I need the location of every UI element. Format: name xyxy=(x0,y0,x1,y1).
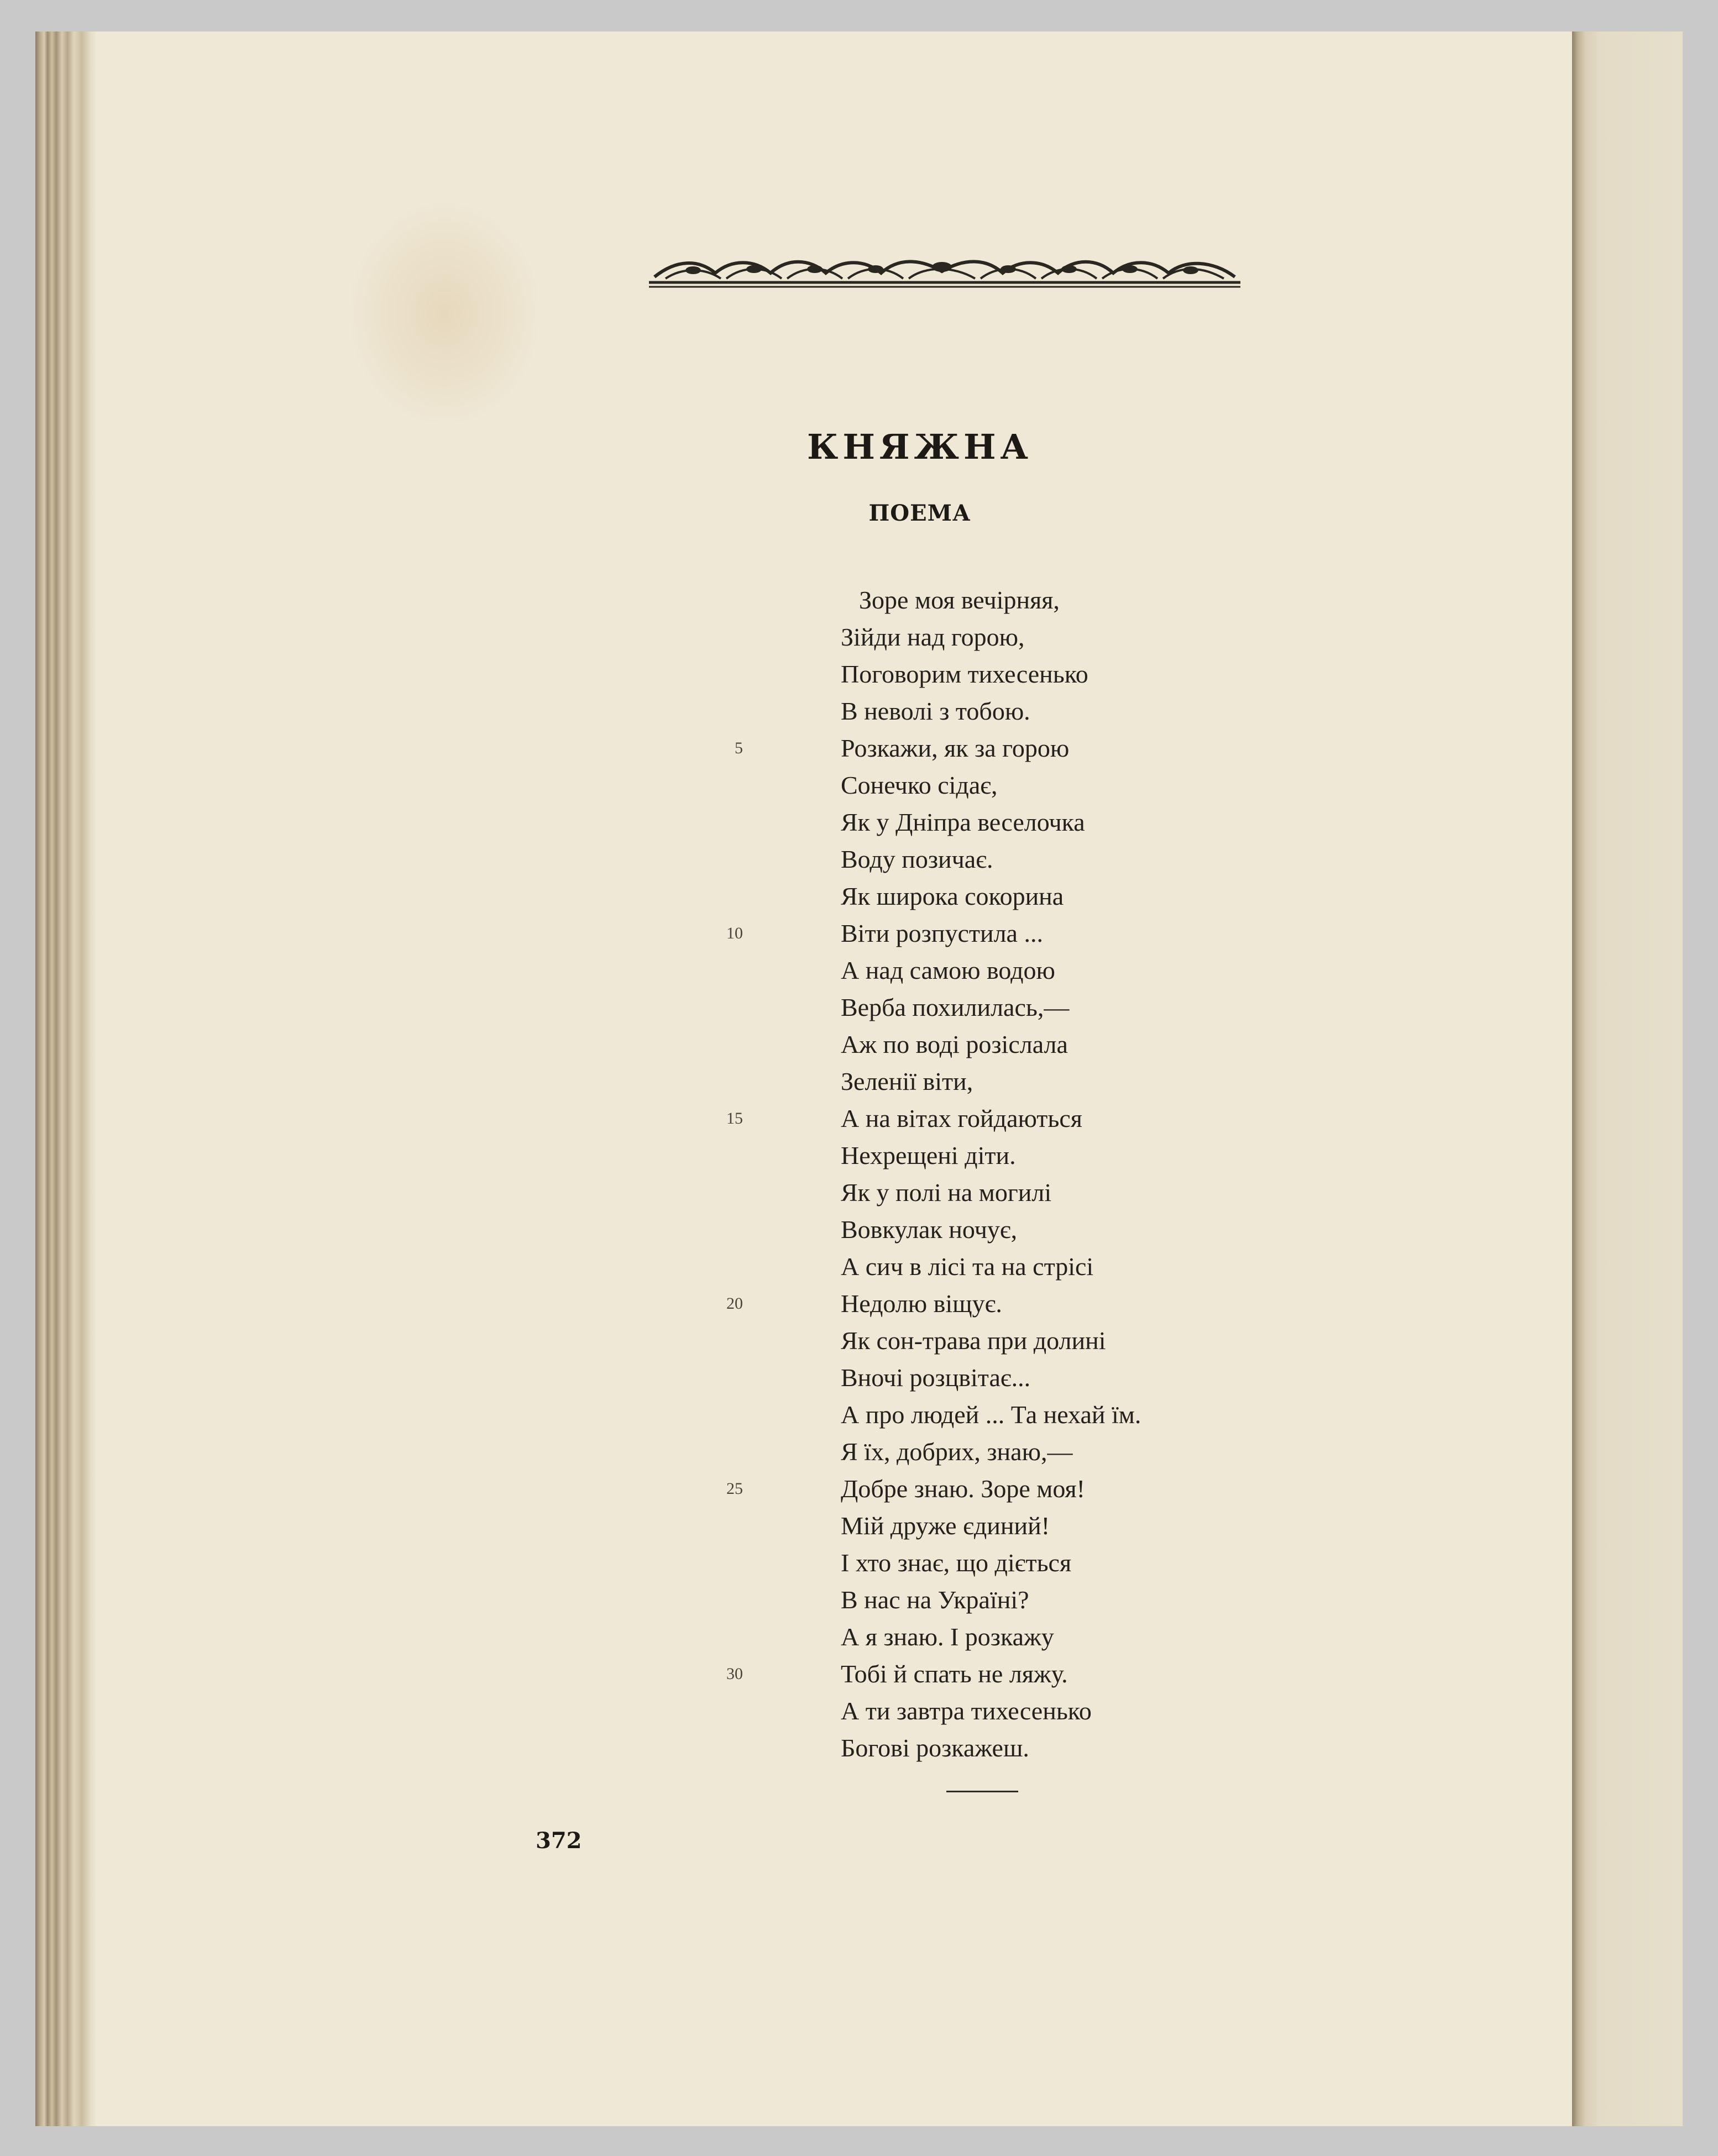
line-text: В неволі з тобою. xyxy=(841,697,1030,725)
line-text: Зоре моя вечірняя, xyxy=(859,586,1060,614)
line-text: Тобі й спать не ляжу. xyxy=(841,1660,1068,1688)
line-text: А про людей ... Та нехай їм. xyxy=(841,1400,1141,1429)
line-text: Розкажи, як за горою xyxy=(841,734,1070,762)
line-text: В нас на Україні? xyxy=(841,1586,1029,1614)
line-text: Воду позичає. xyxy=(841,845,993,873)
book-scan xyxy=(35,32,1683,2126)
poem-line xyxy=(754,1544,1307,1581)
line-number: 5 xyxy=(735,739,743,757)
line-number: 25 xyxy=(726,1480,743,1498)
line-number: 30 xyxy=(726,1665,743,1683)
line-text: Нехрещені діти. xyxy=(841,1141,1016,1169)
poem-line xyxy=(754,1692,1307,1729)
poem-line xyxy=(754,767,1307,804)
poem-line xyxy=(754,693,1307,730)
poem-line xyxy=(726,1655,1307,1692)
line-text: Як сон-трава при долині xyxy=(841,1326,1106,1355)
poem-line xyxy=(754,804,1307,841)
line-text: Аж по воді розіслала xyxy=(841,1030,1068,1058)
line-text: Вночі розцвітає... xyxy=(841,1363,1031,1392)
line-text: Я їх, добрих, знаю,— xyxy=(841,1438,1073,1466)
poem-line xyxy=(754,952,1307,989)
poem-line xyxy=(726,1285,1307,1322)
poem-line xyxy=(754,655,1307,693)
book-binding-edge xyxy=(35,32,96,2126)
line-number: 10 xyxy=(726,924,743,942)
poem-line xyxy=(754,1026,1307,1063)
line-text: Недолю віщує. xyxy=(841,1289,1002,1318)
poem-line xyxy=(754,1248,1307,1285)
poem-line xyxy=(754,1174,1307,1211)
line-number: 20 xyxy=(726,1294,743,1313)
line-text: Як широка сокорина xyxy=(841,882,1064,910)
line-text: Поговорим тихесенько xyxy=(841,660,1088,688)
end-divider-rule xyxy=(946,1791,1018,1792)
poem-line xyxy=(735,730,1307,767)
line-text: Добре знаю. Зоре моя! xyxy=(841,1475,1085,1503)
poem-line xyxy=(754,878,1307,915)
poem-line xyxy=(726,915,1307,952)
poem-line xyxy=(754,989,1307,1026)
poem-line xyxy=(754,1618,1307,1655)
line-number: 15 xyxy=(726,1109,743,1127)
left-page xyxy=(35,32,1572,2126)
line-text: І хто знає, що діється xyxy=(841,1549,1072,1577)
line-text: Зеленії віти, xyxy=(841,1067,973,1095)
poem-line xyxy=(726,1100,1307,1137)
poem-line xyxy=(726,1470,1307,1507)
line-text: Як у полі на могилі xyxy=(841,1178,1052,1206)
poem-line xyxy=(754,1729,1307,1766)
poem-line xyxy=(754,1433,1307,1470)
decorative-headpiece-ornament xyxy=(643,248,1246,292)
poem-line xyxy=(754,618,1307,655)
poem-line xyxy=(754,1359,1307,1396)
right-page-edge xyxy=(1572,32,1683,2126)
line-text: Віти розпустила ... xyxy=(841,919,1043,947)
poem-title: КНЯЖНА xyxy=(806,427,1033,467)
poem-line xyxy=(754,1581,1307,1618)
poem-body xyxy=(726,581,1307,1766)
line-text: Верба похилилась,— xyxy=(841,993,1070,1021)
poem-subtitle: ПОЕМА xyxy=(868,500,971,526)
page-number: 372 xyxy=(536,1828,582,1854)
paper-stain xyxy=(345,197,544,429)
line-text: А над самою водою xyxy=(841,956,1055,984)
line-text: А сич в лісі та на стрісі xyxy=(841,1252,1094,1281)
poem-line xyxy=(754,841,1307,878)
line-text: Мій друже єдиний! xyxy=(841,1512,1050,1540)
line-text: Як у Дніпра веселочка xyxy=(841,808,1085,836)
poem-line xyxy=(754,1211,1307,1248)
poem-line xyxy=(754,581,1307,618)
line-text: Сонечко сідає, xyxy=(841,771,998,799)
line-text: А на вітах гойдаються xyxy=(841,1104,1082,1132)
poem-line xyxy=(754,1137,1307,1174)
line-text: А ти завтра тихесенько xyxy=(841,1697,1092,1725)
line-text: А я знаю. І розкажу xyxy=(841,1623,1054,1651)
line-text: Вовкулак ночує, xyxy=(841,1215,1018,1244)
poem-line xyxy=(754,1063,1307,1100)
poem-line xyxy=(754,1322,1307,1359)
poem-line xyxy=(754,1507,1307,1544)
line-text: Богові розкажеш. xyxy=(841,1734,1029,1762)
poem-line xyxy=(754,1396,1307,1433)
line-text: Зійди над горою, xyxy=(841,623,1025,651)
